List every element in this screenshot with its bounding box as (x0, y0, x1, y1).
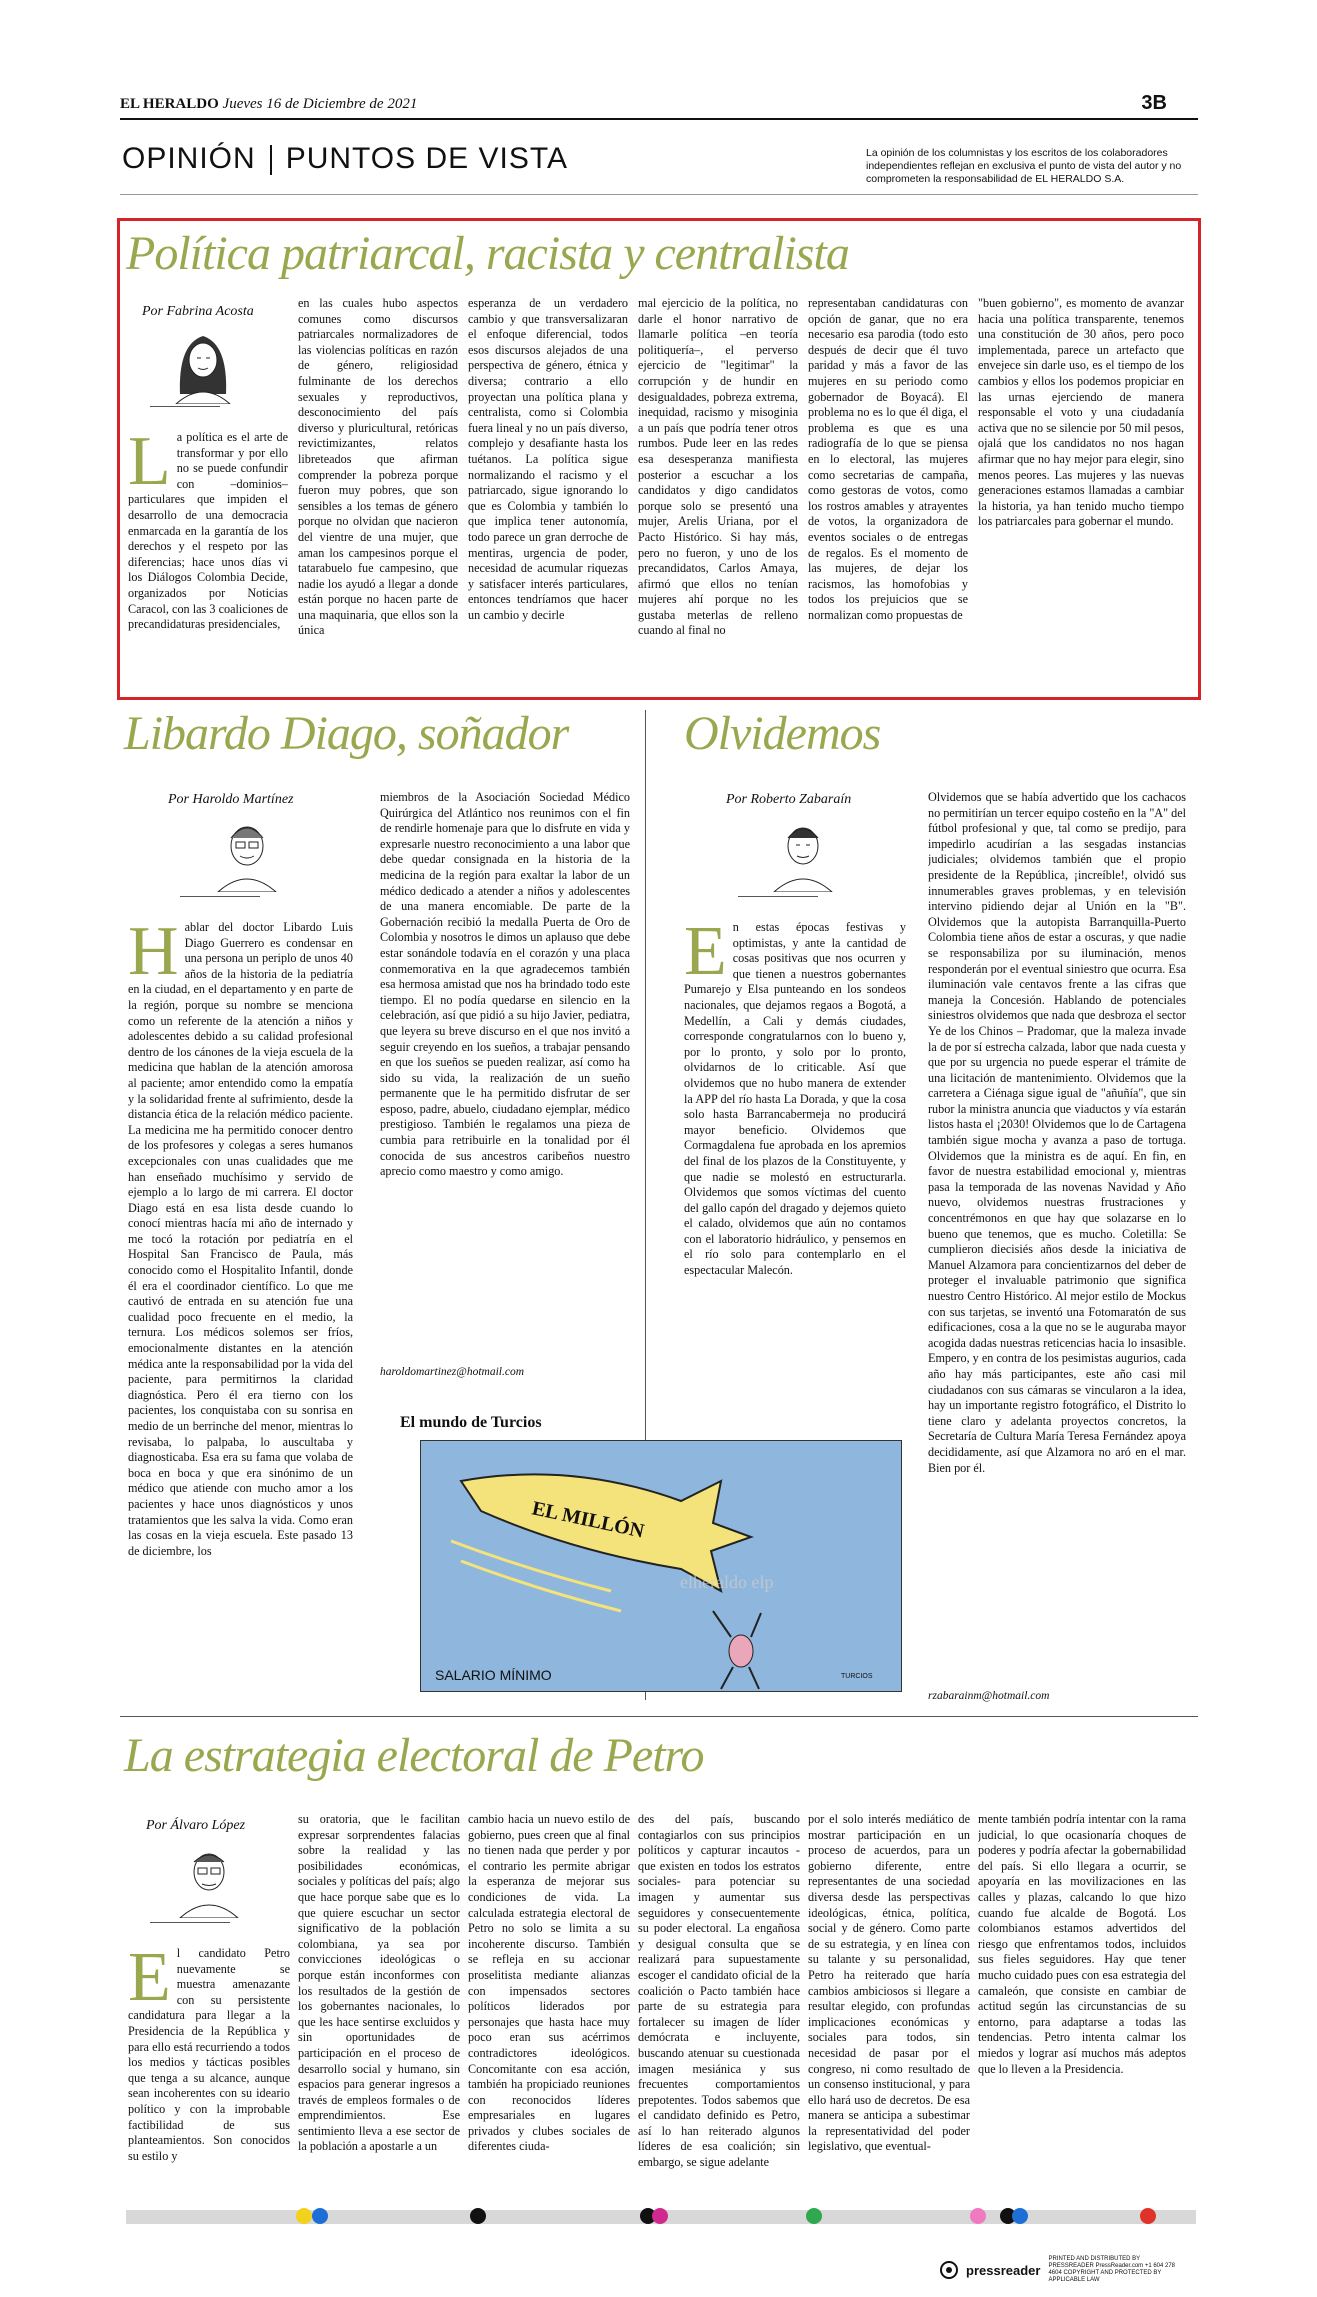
article-4-title: La estrategia electoral de Petro (124, 1729, 704, 1782)
registration-dot (470, 2208, 486, 2224)
section-rule (120, 194, 1198, 195)
article-4-byline: Por Álvaro López (146, 1818, 246, 1833)
registration-dot (806, 2208, 822, 2224)
dropcap: L (128, 430, 171, 500)
byline-rule (150, 1922, 230, 1923)
article-1-column-2: en las cuales hubo aspectos comunes como discursos patriarcales normalizadores de las violencias políticas en razón de género, religiosidad fulminante de los derechos sexuales y reproductivos, desconocimiento del país diverso y pluricultural, retóricas revictimizantes, relatos libreteados que afirman comprender la pobreza porque fueron muy pobres, que son sensibles a los temas de género porque no olvidan que nacieron del vientre de una mujer, que aman los campesinos porque el tatarabuelo fue campesino, que nadie los ayudó a llegar a donde están porque no hacen parte de una maquinaria, que ellos son la única (298, 296, 458, 638)
cartoon-star-text: EL MILLÓN (530, 1497, 647, 1543)
article-4-column-5: por el solo interés mediático de mostrar participación en un proceso de acuerdos, para un gobierno diferente, entre representantes de una sociedad diversa desde las perspectivas ideológicas, étnica, política, social y de género. Como parte de su estrategia, y en línea con su talante y su personalidad, Petro ha reiterado que haría cambios ambiciosos si llegare a resultar elegido, con profundas implicaciones económicas y sociales para todos, sin necesidad de pasar por el congreso, ni como resultado de un consenso institucional, y para ello hará uso de decretos. De esa manera se anticipa a subestimar la representatividad del poder legislativo, que eventual- (808, 1812, 970, 2154)
article-2-column-2: miembros de la Asociación Sociedad Médico Quirúrgica del Atlántico nos reunimos con el fin de rendirle homenaje para que lo disfrute en vida y expresarle nuestro reconocimiento a una labor que debe quedar consignada en la historia de la medicina de la región para exaltar la labor de un médico dedicado a atender a niños y adolescentes de una manera encomiable. De parte de la Gobernación recibió la medalla Puerta de Oro de Colombia y nosotros le dimos un aplauso que debe estar sonándole todavía en el corazón y una placa conmemorativa en la que agradecemos también esa hermosa amistad que nos ha brindado todo este tiempo. El no podía quedarse en silencio en la celebración, así que pidió a su hijo Javier, pediatra, que leyera su breve discurso en el que nos invitó a seguir creyendo en los sueños, a trabajar pensando en que los sueños se pueden realizar, así como ha sido su vida, la realización de un sueño permanente que le ha permitido disfrutar de ser esposo, padre, abuelo, ciudadano ejemplar, médico prestigioso. También le regalamos una pieza de cumbia para retribuirle en la tonalidad por él conocida de sus ancestros caribeños nuestro aprecio como maestro y como amigo. (380, 790, 630, 1179)
registration-dot (652, 2208, 668, 2224)
byline-rule (150, 406, 220, 407)
author-email[interactable]: haroldomartinez@hotmail.com (380, 1366, 524, 1378)
article-1-title: Política patriarcal, racista y centralista (126, 227, 849, 280)
section-name: OPINIÓN (122, 142, 256, 175)
section-separator (270, 145, 272, 175)
article-4-column-3: cambio hacia un nuevo estilo de gobierno, pues creen que al final no tienen nada que perder y por el contrario les permite abrigar la esperanza de mejorar sus condiciones de vida. La calculada estrategia electoral de Petro no solo se limita a su incoherente discurso. También se refleja en su accionar proselitista mediante alianzas con impensados sectores políticos liderados por personajes que hasta hace muy poco eran sus acérrimos contradictores ideológicos. Concomitante con esa acción, también ha propiciado reuniones con reconocidos líderes empresariales en lugares privados y clubes sociales de diferentes ciuda- (468, 1812, 630, 2154)
registration-dot (296, 2208, 312, 2224)
article-3-column-2: Olvidemos que se había advertido que los cachacos no permitirían un tercer equipo costeño en la "A" del fútbol profesional y que, tal como se predijo, para impedirlo acudirían a las sesgadas instancias judiciales; olvidemos también que el propio presidente de la República, ¡increíble!, olvidó sus innumerables graves problemas, y en televisión intervino pidiendo dejar al Unión en la "B". Olvidemos que la autopista Barranquilla-Puerto Colombia tiene años de estar a oscuras, y que nadie se responsabiliza por su iluminación, menos responderán por el eventual siniestro que ocurra. Esa iluminación vale centavos frente a las cifras que maneja la Concesión. Hablando de potenciales siniestros olvidemos que nada que desbroza el sector Ye de los Chinos – Pradomar, que la maleza invade la de por sí estrecha calzada, labor que nada cuesta y que por su urgencia no puede esperar el trámite de una licitación de mantenimiento. Olvidemos que la carretera a Ciénaga sigue igual de "añuñía", que sin rubor la ministra anuncia que viaductos y vía estarán listos hasta el ¡2030! Olvidemos que lo de Cartagena también sigue mocha y avanza a paso de tortuga. Olvidemos que la ministra es de aquí. En fin, en favor de nuestra estabilidad emocional y, mientras pasa la temporada de las novenas Navidad y Año nuevo, olvidemos nuestras frustraciones y concentrémonos en que hay que solazarse en lo bueno que tenemos, que es mucho. Coletilla: Se cumplieron diecisiés años desde la iniciativa de Manuel Alzamora para concientizarnos del deber de proteger el invaluable patrimonio que significa nuestro Centro Histórico. Al mejor estilo de Mockus con sus tarjetas, se inventó una Fotomaratón de sus edificaciones, cosa a la que no se le auguraba mayor acogida dadas nuestras reticencias hacia lo insasible. Empero, y en contra de los pesimistas augurios, cada año hay más participantes, este año casi mil ciudadanos con sus cámaras se vincularon a la idea, hay un importante registro fotográfico, el Distrito lo tiene claro y adelanta proyectos concretos, la Secretaría de Cultura María Teresa Fernández apoya decididamente, así que Alzamora no aró en el mar. Bien por él. (928, 790, 1186, 1475)
article-3-column-1 (684, 920, 906, 1400)
column-text: ablar del doctor Libardo Luis Diago Guerrero es condensar en una persona un periplo de unos 40 años de la historia de la pediatría en la ciudad, en el departamento y en parte de la región, porque su nombre se menciona como un referente de la atención a niños y adolescentes debido a su calidad profesional dentro de los cánones de la vieja escuela de la medicina que hablan de la atención amorosa al paciente; amor entendido como la empatía y la solidaridad frente al sufrimiento, desde la distancia ética de la relación médico paciente. La medicina me ha permitido conocer dentro de los profesores y colegas a seres humanos excepcionales con unas cualidades que me han enseñado muchísimo y servido de ejemplo a lo largo de mi carrera. El doctor Diago está en esa lista desde cuando lo conocí mientras hacía mi año de internado y me tocó la rotación por pediatría en el Hospital San Francisco de Paula, más conocido como el Hospitalito Infantil, donde él era el coordinador científico. Lo que me cautivó de entrada en su atención fue una cualidad poco frecuente en el medio, la ternura. Los médicos solemos ser fríos, emocionalmente distantes en la atención médica ante la responsabilidad por la vida del paciente, para permitirnos la claridad diagnóstica. Pero él era tierno con los pacientes, los conquistaba con su sonrisa en medio de un berrinche del menor, mientras lo revisaba, lo palpaba, lo auscultaba y diagnosticaba. Esa era su fama que volaba de boca en boca y que era sinónimo de un médico que atiende con mucho amor a los pacientes y hace unos diagnósticos y unos tratamientos que les salva la vida. Como eran las cosas en la vieja escuela. Este pasado 13 de diciembre, los (128, 920, 353, 1558)
article-1-column-6: "buen gobierno", es momento de avanzar hacia una política transparente, tenemos una constitución de 30 años, pero poco implementada, parece un artefacto que envejece sin darle uso, es el tiempo de los cambios y ellos los podemos propiciar en las urnas ejerciendo de manera responsable el voto y una ciudadanía activa que no se silencie por 50 mil pesos, ojalá que los candidatos no nos hagan afirmar que no hay mejor para elegir, sino menos peores. Las mujeres y las nuevas generaciones estamos llamadas a cambiar la historia, ya han tenido mucho tiempo los patriarcales para gobernar el mundo. (978, 296, 1184, 529)
column-text: a política es el arte de transformar y por ello no se puede confundir con –dominios– particulares que impiden el desarrollo de una democracia enmarcada en la garantía de los derechos y el respeto por las diferencias; hace unos días vi los Diálogos Colombia Decide, organizados por Noticias Caracol, con las 3 coaliciones de precandidaturas presidenciales, (128, 430, 288, 632)
issue-date: Jueves 16 de Diciembre de 2021 (222, 96, 418, 112)
author-email[interactable]: rzabarainm@hotmail.com (928, 1690, 1050, 1702)
article-1-column-1 (128, 430, 288, 688)
registration-dot (312, 2208, 328, 2224)
header-rule (120, 118, 1198, 120)
article-1-column-4: mal ejercicio de la política, no darle el honor narrativo de llamarle política –en teoría politiquería–, el perverso ejercicio de "legitimar" la corrupción y de hundir en desigualdades, pobreza extrema, inequidad, racismo y misoginia a un país que podría tener otros rumbos. Pude leer en las redes esa desesperanza manifiesta posterior a escuchar a los candidatos y digo candidatos porque solo se presentó una mujer, Arelis Uriana, por el Pacto Histórico. Si hay más, pero no fueron, y uno de los precandidatos, Carlos Amaya, afirmó que ellos no tenían mujeres ahí porque no les gustaba meterlas de relleno cuando al final no (638, 296, 798, 638)
author-portrait-icon (168, 324, 238, 404)
pressreader-fine-print: PRINTED AND DISTRIBUTED BY PRESSREADER PressReader.com +1 604 278 4604 COPYRIGHT AND PROTECTED BY APPLICABLE LAW (1048, 2256, 1176, 2283)
byline-rule (738, 896, 818, 897)
byline-rule (180, 896, 260, 897)
dropcap: H (128, 920, 179, 990)
article-2-title: Libardo Diago, soñador (124, 707, 569, 760)
article-divider (120, 1716, 1198, 1717)
article-4-column-4: des del país, buscando contagiarlos con sus principios políticos y capturar incautos -que existen en todos los estratos sociales- para potenciar su imagen y aumentar sus seguidores y consecuentemente su poder electoral. La engañosa y desigual consulta que se realizará para supuestamente escoger el candidato oficial de la coalición o Pacto también hace parte de su estrategia para fortalecer su imagen de líder demócrata e incluyente, buscando atenuar su cuestionada imagen mesiánica y sus frecuentes comportamientos prepotentes. Todos sabemos que el candidato definido es Petro, así lo han reiterado algunos líderes de esa coalición; sin embargo, se sigue adelante (638, 1812, 800, 2170)
article-3-title: Olvidemos (684, 707, 881, 760)
section-title (122, 142, 568, 176)
dropcap: E (684, 920, 727, 990)
paper-name: EL HERALDO (120, 96, 219, 112)
article-4-column-2: su oratoria, que le facilitan expresar sorprendentes falacias sobre la realidad y las posibilidades económicas, sociales y políticas del país; algo que hace porque sabe que es lo que quiere escuchar un sector significativo de la población colombiana, ya sea por convicciones ideológicas o porque están inconformes con los resultados de la gestión de los gobernantes nacionales, lo que les hace sentirse excluidos y sin oportunidades de participación en el proceso de desarrollo social y humano, sin espacios para generar ingresos a través de empleos formales o de emprendimientos. Ese sentimiento lleva a ese sector de la población a apostarle a un (298, 1812, 460, 2154)
subsection-name: PUNTOS DE VISTA (285, 142, 568, 175)
cartoon-illustration (421, 1441, 901, 1691)
registration-dot (970, 2208, 986, 2224)
cartoon-signature: TURCIOS (841, 1673, 873, 1680)
pressreader-logo-icon (940, 2261, 958, 2279)
masthead (120, 96, 417, 113)
author-portrait-icon (174, 1838, 244, 1918)
pressreader-brand: pressreader (966, 2262, 1041, 2278)
author-portrait-icon (212, 812, 282, 892)
registration-dot (1012, 2208, 1028, 2224)
article-1-byline: Por Fabrina Acosta (142, 304, 254, 319)
article-3-byline: Por Roberto Zabaraín (726, 792, 852, 807)
dropcap: E (128, 1946, 171, 2016)
article-2-byline: Por Haroldo Martínez (168, 792, 294, 807)
watermark: elheraldo elp (680, 1572, 774, 1592)
author-portrait-icon (768, 812, 838, 892)
article-4-column-6: mente también podría intentar con la rama judicial, lo que ocasionaría choques de poderes y podría afectar la gobernabilidad del país. Si ello llegara a ocurrir, se apoyaría en las movilizaciones en las calles y plazas, calcando lo que hizo cuando fue alcalde de Bogotá. Los colombianos estamos advertidos del riesgo que enfrentamos todos, incluidos sus fieles seguidores. Hay que tener mucho cuidado pues con esa estrategia del camaleón, que consiste en cambiar de actitud según las circunstancias de su entorno, para adaptarse a todas las tendencias. Petro intenta calmar los miedos y lograr así muchos más adeptos que lo lleven a la Presidencia. (978, 1812, 1186, 2076)
cartoon-caption: SALARIO MÍNIMO (435, 1667, 552, 1683)
article-1-column-3: esperanza de un verdadero cambio y que transversalizaran el enfoque diferencial, todos esos discursos alejados de una perspectiva de género, étnica y diversa; contrario a ello proyectan una política plana y centralista, como si Colombia fuera lineal y no un país diverso, complejo y desafiante hasta los tuétanos. La política sigue normalizando el racismo y el patriarcado, sigue ignorando lo que es Colombia y también lo que implica tener autonomía, todo parece un gran derroche de mentiras, urgencia de poder, necesidad de acumular riquezas y satisfacer interés particulares, entonces tendríamos que hacer un cambio y decirle (468, 296, 628, 622)
registration-dot (1140, 2208, 1156, 2224)
cartoon-panel (420, 1440, 902, 1692)
column-text: l candidato Petro nuevamente se muestra amenazante con su persistente candidatura para llegar a la Presidencia de la República y para ello está recurriendo a todos los medios y tácticas posibles que tenga a su alcance, aunque sean incoherentes con su ideario político y con la improbable factibilidad de sus planteamientos. Son conocidos su estilo y (128, 1946, 290, 2163)
column-text: n estas épocas festivas y optimistas, y ante la cantidad de cosas positivas que nos ocurren y que tienen a nuestros gobernantes Pumarejo y Elsa punteando en los sondeos nacionales, que dejamos regaos a Bogotá, a Medellín, a Cali y demás ciudades, corresponde congratularnos con lo bueno y, por lo pronto, y solo por lo pronto, olvidarnos de lo criticable. Así que olvidemos que no hubo manera de extender la APP del río hasta La Dorada, y que la cosa solo hasta Barrancabermeja no producirá mayor beneficio. Olvidemos que Cormagdalena fue aprobada en los apremios del final de los plazos de la Constituyente, y que nadie se molestó en estructurarla. Olvidemos que somos víctimas del cuento del gallo capón del dragado y dejemos quieto el calado, olvidemos que aún no contamos con el laboratorio hidráulico, y pensemos en el río solo para contemplarlo en el espectacular Malecón. (684, 920, 906, 1278)
disclaimer: La opinión de los columnistas y los escritos de los colaboradores independientes reflejan en exclusiva el punto de vista del autor y no comprometen la responsabilidad de EL HERALDO S.A. (866, 147, 1182, 185)
pressreader-footer (940, 2256, 1178, 2284)
article-1-column-5: representaban candidaturas con opción de ganar, que no era necesario esa parodia (todo esto después de decir que él tuvo paridad y más a favor de las mujeres en su periodo como gobernador de Boyacá). El problema no es lo que él diga, el problema es que es una radiografía de lo que se piensa en lo electoral, las mujeres como secretarias de campaña, como gestoras de votos, como los rostros amables y atrayentes de votos, la organizadora de eventos sociales o de entregas de regalos. Es el momento de las mujeres, de dejar los racismos, las homofobias y todos los prejuicios que se normalizan como propuestas de (808, 296, 968, 622)
page-number: 3B (1141, 92, 1167, 114)
article-2-column-1 (128, 920, 353, 1698)
article-4-column-1 (128, 1946, 290, 2202)
cartoon-title: El mundo de Turcios (400, 1414, 542, 1431)
